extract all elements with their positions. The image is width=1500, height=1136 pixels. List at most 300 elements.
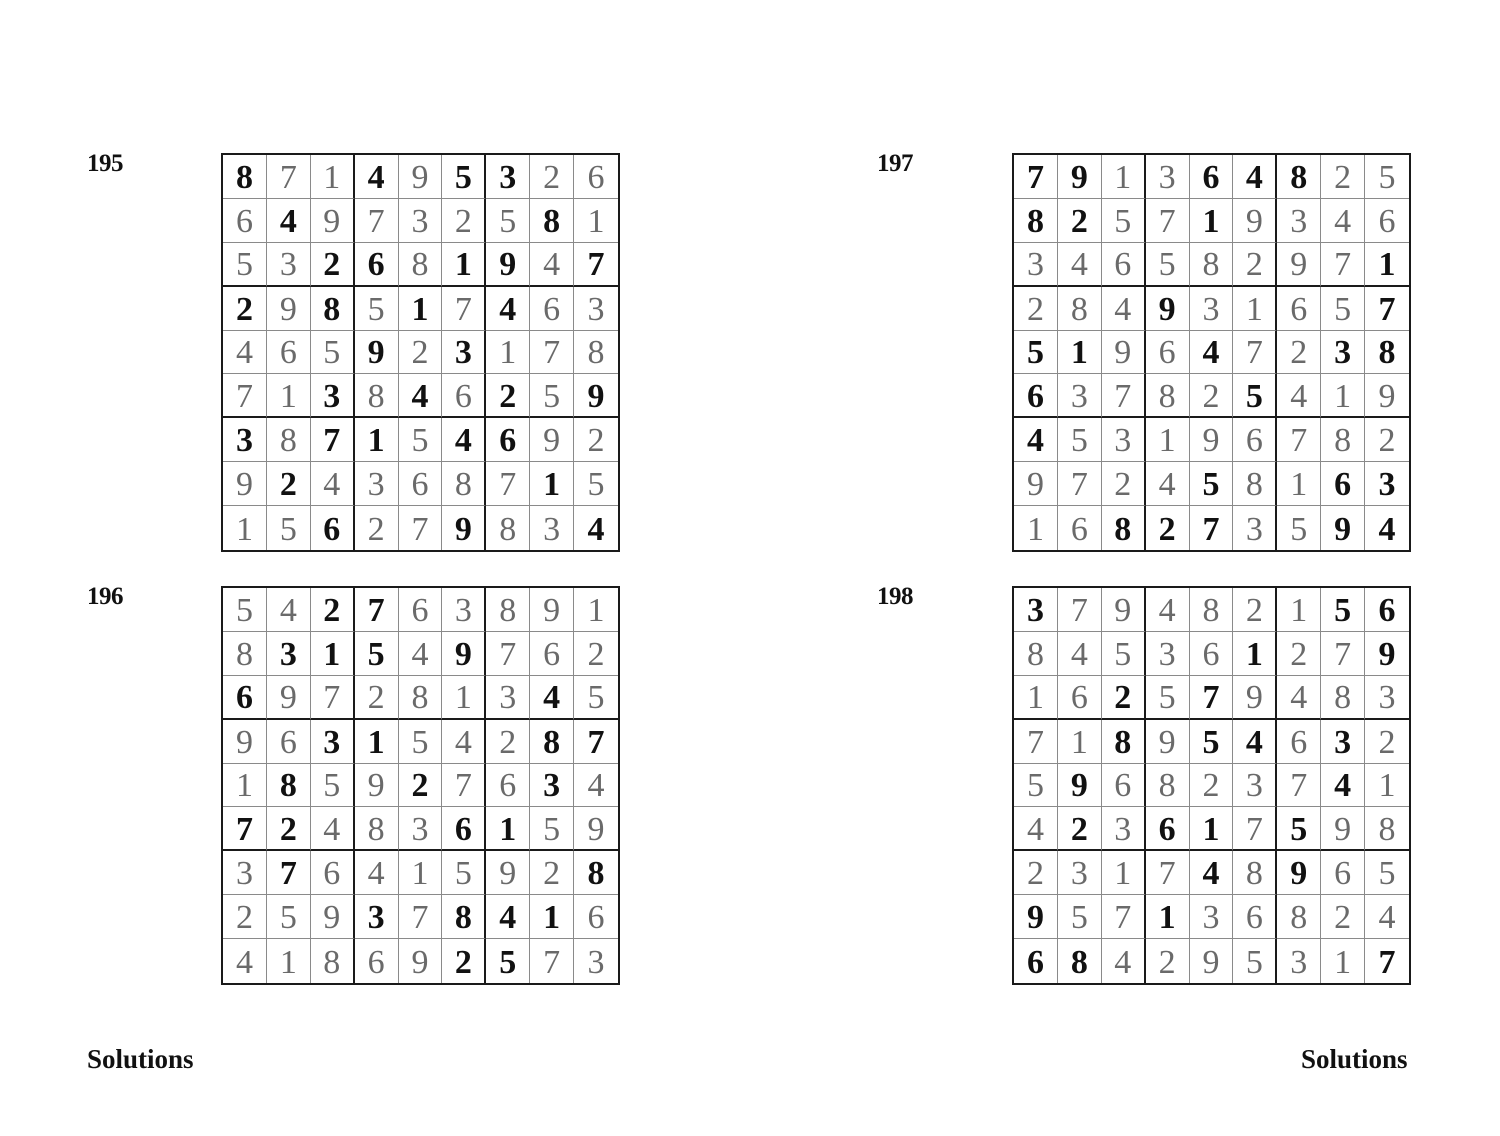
- sudoku-cell: 7: [311, 676, 355, 720]
- sudoku-cell: 7: [223, 374, 267, 418]
- sudoku-cell: 6: [1233, 895, 1277, 939]
- sudoku-cell: 7: [530, 331, 574, 375]
- sudoku-cell: 2: [1146, 939, 1190, 983]
- sudoku-cell: 7: [1233, 807, 1277, 851]
- sudoku-cell: 9: [1014, 895, 1058, 939]
- sudoku-cell: 5: [355, 287, 399, 331]
- sudoku-cell: 7: [1190, 506, 1234, 550]
- sudoku-cell: 4: [530, 676, 574, 720]
- sudoku-cell: 1: [1277, 462, 1321, 506]
- sudoku-cell: 5: [355, 632, 399, 676]
- sudoku-cell: 3: [1365, 676, 1409, 720]
- sudoku-cell: 8: [1102, 720, 1146, 764]
- sudoku-cell: 7: [1277, 418, 1321, 462]
- sudoku-cell: 1: [574, 588, 618, 632]
- sudoku-cell: 7: [530, 939, 574, 983]
- sudoku-cell: 8: [267, 418, 311, 462]
- sudoku-cell: 4: [1321, 199, 1365, 243]
- sudoku-cell: 4: [486, 895, 530, 939]
- sudoku-cell: 4: [1233, 155, 1277, 199]
- sudoku-cell: 2: [1277, 331, 1321, 375]
- sudoku-cell: 1: [399, 851, 443, 895]
- sudoku-cell: 9: [1365, 632, 1409, 676]
- sudoku-cell: 2: [1233, 243, 1277, 287]
- sudoku-cell: 4: [1102, 939, 1146, 983]
- sudoku-cell: 7: [1102, 374, 1146, 418]
- sudoku-cell: 8: [442, 895, 486, 939]
- sudoku-cell: 5: [486, 199, 530, 243]
- sudoku-cell: 9: [399, 155, 443, 199]
- sudoku-cell: 5: [399, 720, 443, 764]
- sudoku-cell: 1: [355, 720, 399, 764]
- sudoku-cell: 5: [442, 155, 486, 199]
- sudoku-cell: 3: [587, 943, 605, 981]
- sudoku-cell: 7: [1277, 764, 1321, 808]
- sudoku-cell: 1: [1102, 851, 1146, 895]
- sudoku-cell: 9: [1277, 851, 1321, 895]
- sudoku-cell: 6: [1190, 632, 1234, 676]
- sudoku-cell: 9: [1014, 462, 1058, 506]
- sudoku-cell: 9: [574, 374, 618, 418]
- sudoku-cell: 5: [1014, 331, 1058, 375]
- sudoku-cell: 1: [223, 506, 267, 550]
- sudoku-cell: 9: [574, 807, 618, 851]
- sudoku-cell: 6: [530, 632, 574, 676]
- sudoku-cell: 3: [1102, 807, 1146, 851]
- sudoku-cell: 7: [267, 155, 311, 199]
- sudoku-cell: 7: [355, 199, 399, 243]
- sudoku-cell: 4: [1058, 632, 1102, 676]
- sudoku-cell: 2: [530, 851, 574, 895]
- sudoku-cell: 7: [1378, 943, 1396, 981]
- sudoku-cell: 6: [355, 939, 399, 983]
- sudoku-cell: 5: [267, 895, 311, 939]
- sudoku-cell: 6: [1365, 199, 1409, 243]
- sudoku-cell: 2: [399, 331, 443, 375]
- sudoku-cell: 4: [442, 720, 486, 764]
- sudoku-cell: 9: [311, 199, 355, 243]
- sudoku-cell: 5: [486, 939, 530, 983]
- sudoku-cell: 2: [355, 676, 399, 720]
- sudoku-cell: 7: [1146, 199, 1190, 243]
- sudoku-cell: 3: [355, 895, 399, 939]
- sudoku-cell: 6: [1321, 851, 1365, 895]
- sudoku-cell: 4: [1190, 331, 1234, 375]
- sudoku-cell: 6: [1146, 331, 1190, 375]
- sudoku-cell: 1: [1233, 632, 1277, 676]
- sudoku-cell: 1: [1365, 243, 1409, 287]
- sudoku-cell: 3: [1321, 331, 1365, 375]
- sudoku-cell: 4: [1365, 895, 1409, 939]
- sudoku-cell: 6: [267, 331, 311, 375]
- sudoku-cell: 7: [1321, 243, 1365, 287]
- sudoku-cell: 8: [1277, 895, 1321, 939]
- sudoku-cell: 4: [355, 155, 399, 199]
- sudoku-cell: 2: [1146, 506, 1190, 550]
- sudoku-cell: 3: [223, 418, 267, 462]
- sudoku-cell: 2: [1321, 155, 1365, 199]
- sudoku-cell: 6: [1102, 243, 1146, 287]
- sudoku-cell: 5: [1190, 462, 1234, 506]
- sudoku-cell: 9: [267, 676, 311, 720]
- sudoku-cell: 5: [574, 676, 618, 720]
- sudoku-cell: 3: [1190, 895, 1234, 939]
- sudoku-cell: 3: [399, 199, 443, 243]
- sudoku-cell: 5: [223, 243, 267, 287]
- sudoku-cell: 8: [1014, 632, 1058, 676]
- sudoku-cell: 3: [1277, 199, 1321, 243]
- sudoku-cell: 2: [1190, 374, 1234, 418]
- sudoku-cell: 8: [311, 939, 355, 983]
- sudoku-cell: 2: [1321, 895, 1365, 939]
- sudoku-cell: 6: [574, 895, 618, 939]
- sudoku-cell: 5: [1190, 720, 1234, 764]
- sudoku-cell: 8: [311, 287, 355, 331]
- sudoku-cell: 4: [486, 287, 530, 331]
- sudoku-cell: 4: [1014, 418, 1058, 462]
- sudoku-cell: 4: [311, 462, 355, 506]
- sudoku-cell: 1: [1321, 374, 1365, 418]
- sudoku-cell: 4: [1146, 588, 1190, 632]
- sudoku-cell: 8: [399, 243, 443, 287]
- sudoku-cell: 9: [530, 418, 574, 462]
- sudoku-cell: 1: [1365, 764, 1409, 808]
- sudoku-cell: 4: [355, 851, 399, 895]
- sudoku-cell: 8: [442, 462, 486, 506]
- sudoku-cell: 2: [1014, 851, 1058, 895]
- sudoku-cell: 2: [1365, 720, 1409, 764]
- sudoku-cell: 7: [311, 418, 355, 462]
- sudoku-cell: 3: [223, 851, 267, 895]
- puzzle-number-197: 197: [877, 150, 913, 177]
- sudoku-cell: 4: [574, 764, 618, 808]
- sudoku-cell: 7: [1102, 895, 1146, 939]
- sudoku-cell: 9: [1058, 764, 1102, 808]
- sudoku-cell: 2: [1365, 418, 1409, 462]
- sudoku-cell: 1: [1190, 807, 1234, 851]
- sudoku-cell: 7: [1014, 720, 1058, 764]
- sudoku-cell: 3: [1014, 588, 1058, 632]
- sudoku-cell: 5: [1102, 632, 1146, 676]
- sudoku-cell: 9: [442, 506, 486, 550]
- sudoku-cell: 2: [1277, 632, 1321, 676]
- sudoku-cell: 8: [1146, 764, 1190, 808]
- sudoku-cell: 9: [267, 287, 311, 331]
- sudoku-cell: 3: [1014, 243, 1058, 287]
- sudoku-cell: 8: [355, 807, 399, 851]
- sudoku-cell: 1: [1321, 939, 1365, 983]
- sudoku-cell: 1: [1014, 676, 1058, 720]
- sudoku-cell: 3: [399, 807, 443, 851]
- sudoku-cell: 3: [1102, 418, 1146, 462]
- sudoku-cell: 2: [311, 588, 355, 632]
- sudoku-cell: 3: [311, 720, 355, 764]
- sudoku-cell: 5: [311, 331, 355, 375]
- sudoku-cell: 2: [223, 895, 267, 939]
- sudoku-cell: 2: [486, 720, 530, 764]
- sudoku-cell: 6: [1321, 462, 1365, 506]
- sudoku-cell: 6: [1102, 764, 1146, 808]
- sudoku-cell: 6: [267, 720, 311, 764]
- sudoku-cell: 4: [1014, 807, 1058, 851]
- sudoku-cell: 9: [355, 764, 399, 808]
- sudoku-cell: 2: [1058, 199, 1102, 243]
- sudoku-cell: 6: [1365, 588, 1409, 632]
- sudoku-cell: 1: [223, 764, 267, 808]
- sudoku-cell: 6: [1058, 506, 1102, 550]
- sudoku-cell: 4: [1277, 374, 1321, 418]
- footer-label-left: Solutions: [87, 1044, 194, 1074]
- puzzle-number-198: 198: [877, 583, 913, 610]
- sudoku-cell: 2: [530, 155, 574, 199]
- sudoku-cell: 6: [486, 764, 530, 808]
- sudoku-grid-198: [1012, 586, 1411, 985]
- sudoku-cell: 5: [1277, 506, 1321, 550]
- sudoku-cell: 6: [574, 155, 618, 199]
- sudoku-cell: 1: [486, 807, 530, 851]
- sudoku-cell: 7: [486, 462, 530, 506]
- sudoku-cell: 6: [223, 199, 267, 243]
- sudoku-cell: 7: [486, 632, 530, 676]
- sudoku-cell: 2: [442, 199, 486, 243]
- sudoku-cell: 7: [355, 588, 399, 632]
- sudoku-cell: 3: [1277, 939, 1321, 983]
- sudoku-cell: 8: [486, 506, 530, 550]
- sudoku-cell: 6: [530, 287, 574, 331]
- sudoku-cell: 8: [1190, 588, 1234, 632]
- sudoku-cell: 6: [1058, 676, 1102, 720]
- sudoku-cell: 4: [223, 939, 267, 983]
- sudoku-cell: 8: [1233, 462, 1277, 506]
- sudoku-cell: 2: [1014, 287, 1058, 331]
- sudoku-cell: 6: [442, 807, 486, 851]
- sudoku-cell: 8: [223, 155, 267, 199]
- sudoku-cell: 8: [223, 632, 267, 676]
- sudoku-cell: 9: [1190, 418, 1234, 462]
- sudoku-cell: 1: [1233, 287, 1277, 331]
- sudoku-cell: 7: [1146, 851, 1190, 895]
- sudoku-cell: 7: [1365, 287, 1409, 331]
- sudoku-cell: 2: [1058, 807, 1102, 851]
- sudoku-cell: 4: [267, 199, 311, 243]
- sudoku-cell: 6: [442, 374, 486, 418]
- sudoku-cell: 8: [1102, 506, 1146, 550]
- sudoku-cell: 3: [1058, 374, 1102, 418]
- sudoku-cell: 1: [311, 155, 355, 199]
- sudoku-cell: 1: [1146, 418, 1190, 462]
- sudoku-cell: 6: [355, 243, 399, 287]
- sudoku-cell: 1: [486, 331, 530, 375]
- sudoku-cell: 1: [1058, 331, 1102, 375]
- sudoku-cell: 8: [1014, 199, 1058, 243]
- sudoku-cell: 1: [1014, 506, 1058, 550]
- sudoku-cell: 7: [1321, 632, 1365, 676]
- sudoku-cell: 1: [1058, 720, 1102, 764]
- sudoku-cell: 6: [399, 588, 443, 632]
- sudoku-cell: 8: [530, 199, 574, 243]
- sudoku-cell: 4: [442, 418, 486, 462]
- sudoku-cell: 7: [442, 287, 486, 331]
- sudoku-cell: 2: [355, 506, 399, 550]
- sudoku-cell: 5: [1146, 676, 1190, 720]
- sudoku-cell: 3: [442, 331, 486, 375]
- sudoku-cell: 7: [1058, 462, 1102, 506]
- sudoku-cell: 5: [311, 764, 355, 808]
- sudoku-cell: 1: [355, 418, 399, 462]
- sudoku-cell: 7: [574, 720, 618, 764]
- sudoku-cell: 9: [1190, 939, 1234, 983]
- sudoku-cell: 2: [1102, 462, 1146, 506]
- sudoku-cell: 3: [311, 374, 355, 418]
- sudoku-cell: 1: [1190, 199, 1234, 243]
- sudoku-cell: 9: [1321, 807, 1365, 851]
- sudoku-cell: 5: [574, 462, 618, 506]
- sudoku-cell: 8: [1321, 418, 1365, 462]
- sudoku-cell: 9: [311, 895, 355, 939]
- sudoku-cell: 5: [530, 807, 574, 851]
- sudoku-cell: 8: [574, 331, 618, 375]
- sudoku-cell: 9: [486, 243, 530, 287]
- sudoku-cell: 7: [399, 895, 443, 939]
- sudoku-cell: 6: [1146, 807, 1190, 851]
- sudoku-cell: 1: [311, 632, 355, 676]
- sudoku-cell: 4: [1058, 243, 1102, 287]
- sudoku-cell: 4: [1102, 287, 1146, 331]
- sudoku-cell: 3: [267, 243, 311, 287]
- sudoku-cell: 8: [1321, 676, 1365, 720]
- sudoku-cell: 3: [1146, 632, 1190, 676]
- sudoku-cell: 2: [267, 462, 311, 506]
- sudoku-cell: 8: [1146, 374, 1190, 418]
- sudoku-cell: 8: [1365, 331, 1409, 375]
- sudoku-cell: 8: [1058, 287, 1102, 331]
- sudoku-cell: 3: [355, 462, 399, 506]
- puzzle-number-195: 195: [87, 150, 123, 177]
- sudoku-cell: 4: [587, 510, 605, 548]
- sudoku-cell: 2: [1102, 676, 1146, 720]
- sudoku-cell: 7: [1058, 588, 1102, 632]
- sudoku-cell: 7: [574, 243, 618, 287]
- sudoku-cell: 5: [1321, 588, 1365, 632]
- sudoku-cell: 6: [1190, 155, 1234, 199]
- sudoku-cell: 5: [530, 374, 574, 418]
- sudoku-cell: 3: [530, 764, 574, 808]
- sudoku-cell: 7: [399, 506, 443, 550]
- sudoku-cell: 4: [399, 374, 443, 418]
- sudoku-cell: 2: [574, 632, 618, 676]
- sudoku-grid-195: [221, 153, 620, 552]
- sudoku-cell: 3: [1233, 764, 1277, 808]
- sudoku-cell: 4: [1190, 851, 1234, 895]
- sudoku-grid-196: [221, 586, 620, 985]
- sudoku-cell: 9: [1146, 287, 1190, 331]
- sudoku-cell: 5: [267, 506, 311, 550]
- sudoku-cell: 5: [1277, 807, 1321, 851]
- sudoku-cell: 8: [399, 676, 443, 720]
- sudoku-cell: 6: [1014, 374, 1058, 418]
- sudoku-cell: 1: [267, 939, 311, 983]
- sudoku-cell: 5: [1058, 418, 1102, 462]
- sudoku-cell: 8: [574, 851, 618, 895]
- sudoku-cell: 9: [1233, 676, 1277, 720]
- sudoku-cell: 8: [1365, 807, 1409, 851]
- sudoku-cell: 1: [442, 243, 486, 287]
- sudoku-cell: 6: [1233, 418, 1277, 462]
- sudoku-cell: 5: [1233, 939, 1277, 983]
- sudoku-cell: 5: [1146, 243, 1190, 287]
- sudoku-cell: 3: [1190, 287, 1234, 331]
- sudoku-cell: 2: [442, 939, 486, 983]
- sudoku-cell: 9: [399, 939, 443, 983]
- sudoku-cell: 3: [1233, 506, 1277, 550]
- sudoku-cell: 6: [1277, 287, 1321, 331]
- sudoku-cell: 6: [486, 418, 530, 462]
- sudoku-cell: 1: [1277, 588, 1321, 632]
- sudoku-cell: 5: [1014, 764, 1058, 808]
- sudoku-cell: 3: [1058, 851, 1102, 895]
- sudoku-cell: 3: [486, 155, 530, 199]
- sudoku-cell: 9: [223, 462, 267, 506]
- sudoku-cell: 7: [1190, 676, 1234, 720]
- sudoku-cell: 3: [530, 506, 574, 550]
- sudoku-cell: 3: [267, 632, 311, 676]
- sudoku-cell: 3: [442, 588, 486, 632]
- sudoku-cell: 8: [1058, 939, 1102, 983]
- sudoku-cell: 4: [311, 807, 355, 851]
- sudoku-cell: 3: [486, 676, 530, 720]
- sudoku-cell: 6: [399, 462, 443, 506]
- sudoku-cell: 1: [574, 199, 618, 243]
- sudoku-cell: 9: [1146, 720, 1190, 764]
- sudoku-cell: 9: [1102, 331, 1146, 375]
- sudoku-cell: 9: [530, 588, 574, 632]
- sudoku-cell: 7: [223, 807, 267, 851]
- sudoku-cell: 5: [399, 418, 443, 462]
- sudoku-cell: 4: [1277, 676, 1321, 720]
- sudoku-cell: 2: [311, 243, 355, 287]
- sudoku-cell: 5: [1058, 895, 1102, 939]
- sudoku-cell: 7: [267, 851, 311, 895]
- sudoku-cell: 9: [486, 851, 530, 895]
- sudoku-cell: 4: [267, 588, 311, 632]
- sudoku-cell: 1: [530, 462, 574, 506]
- sudoku-cell: 5: [1321, 287, 1365, 331]
- sudoku-cell: 9: [223, 720, 267, 764]
- sudoku-cell: 1: [399, 287, 443, 331]
- sudoku-cell: 4: [1378, 510, 1396, 548]
- sudoku-cell: 8: [1233, 851, 1277, 895]
- sudoku-cell: 8: [355, 374, 399, 418]
- sudoku-cell: 2: [1233, 588, 1277, 632]
- sudoku-cell: 4: [1321, 764, 1365, 808]
- sudoku-cell: 7: [1014, 155, 1058, 199]
- sudoku-cell: 6: [1014, 939, 1058, 983]
- sudoku-cell: 7: [1233, 331, 1277, 375]
- sudoku-cell: 3: [574, 287, 618, 331]
- sudoku-cell: 8: [267, 764, 311, 808]
- sudoku-cell: 2: [1190, 764, 1234, 808]
- sudoku-cell: 9: [1365, 374, 1409, 418]
- sudoku-cell: 6: [1277, 720, 1321, 764]
- sudoku-cell: 2: [574, 418, 618, 462]
- sudoku-cell: 4: [530, 243, 574, 287]
- sudoku-cell: 1: [530, 895, 574, 939]
- sudoku-cell: 2: [486, 374, 530, 418]
- sudoku-cell: 4: [1146, 462, 1190, 506]
- sudoku-cell: 3: [1146, 155, 1190, 199]
- sudoku-cell: 1: [442, 676, 486, 720]
- sudoku-cell: 7: [442, 764, 486, 808]
